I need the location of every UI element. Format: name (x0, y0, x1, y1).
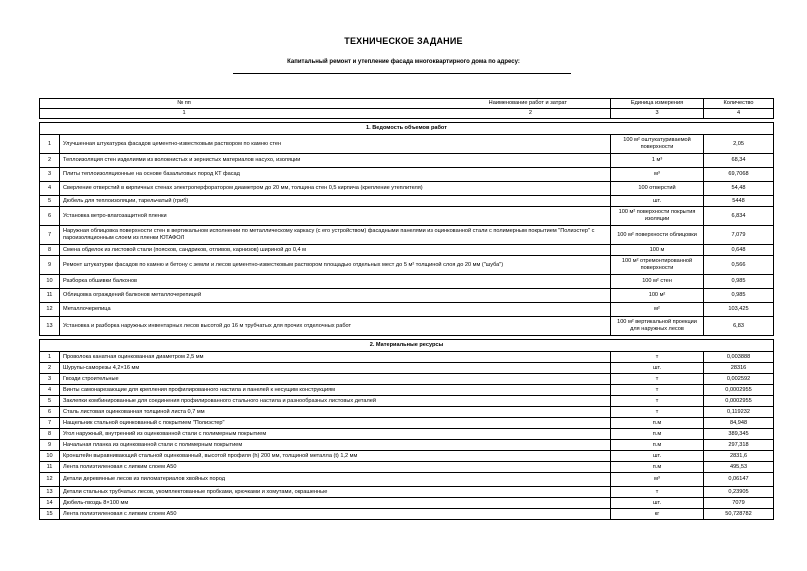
address-underline (233, 73, 571, 74)
row-quantity: 54,48 (704, 182, 774, 196)
row-quantity: 0,566 (704, 256, 774, 275)
row-unit: т (611, 396, 704, 407)
row-number: 4 (40, 385, 60, 396)
row-number: 14 (40, 498, 60, 509)
row-number: 2 (40, 154, 60, 168)
section-header-row (40, 123, 774, 135)
table-row (40, 182, 774, 196)
row-unit: шт. (611, 451, 704, 462)
row-quantity: 2831,6 (704, 451, 774, 462)
table-row (40, 226, 774, 245)
table-row (40, 363, 774, 374)
table-row (40, 154, 774, 168)
document-subtitle: Капитальный ремонт и утепление фасада многоквартирного дома по адресу: (287, 59, 520, 65)
table-row (40, 462, 774, 473)
table-row (40, 473, 774, 487)
table-row (40, 509, 774, 520)
row-name: Облицовка ограждений балконов металлочерепицей (60, 289, 611, 303)
row-name: Дюбель-гвоздь 8×100 мм (60, 498, 611, 509)
table-row (40, 135, 774, 154)
row-name: Улучшенная штукатурка фасадов цементно-известковым раствором по камню стен (60, 135, 611, 154)
row-unit: 100 м² отремонтированной поверхности (611, 256, 704, 275)
document-title: ТЕХНИЧЕСКОЕ ЗАДАНИЕ (344, 36, 463, 46)
row-quantity: 7079 (704, 498, 774, 509)
table-row (40, 487, 774, 498)
row-quantity: 495,53 (704, 462, 774, 473)
header-col-name: Наименование работ и затрат (488, 100, 567, 106)
header-num-cell (40, 109, 611, 119)
row-name: Лента полиэтиленовая с липким слоем А50 (60, 462, 611, 473)
row-quantity: 0,23905 (704, 487, 774, 498)
row-number: 4 (40, 182, 60, 196)
row-quantity: 5448 (704, 196, 774, 207)
header-num-2: 2 (528, 110, 532, 116)
row-unit: п.м (611, 462, 704, 473)
row-name: Угол наружный, внутренний из оцинкованной стали с полимерным покрытием (60, 429, 611, 440)
row-number: 6 (40, 407, 60, 418)
table-row (40, 207, 774, 226)
row-quantity: 6,83 (704, 317, 774, 336)
row-quantity: 2,05 (704, 135, 774, 154)
row-name: Дюбель для теплоизоляции, тарельчатый (гриб) (60, 196, 611, 207)
row-number: 7 (40, 418, 60, 429)
table-row (40, 303, 774, 317)
row-quantity: 68,34 (704, 154, 774, 168)
row-unit: т (611, 385, 704, 396)
header-col-unit: Единица измерения (611, 99, 704, 109)
row-unit: п.м (611, 418, 704, 429)
row-number: 9 (40, 440, 60, 451)
row-unit: т (611, 407, 704, 418)
row-name: Металлочерепица (60, 303, 611, 317)
header-num-1: 1 (182, 110, 186, 116)
table-row (40, 385, 774, 396)
row-unit: т (611, 352, 704, 363)
section-title: 2. Материальные ресурсы (40, 340, 774, 352)
row-quantity: 0,06147 (704, 473, 774, 487)
row-number: 7 (40, 226, 60, 245)
row-quantity: 28316 (704, 363, 774, 374)
row-name: Начальная планка из оцинкованной стали с полимерным покрытием (60, 440, 611, 451)
row-name: Сверление отверстий в кирпичных стенах электроперфоратором диаметром до 20 мм, толщина стен 0,5 кирпича (крепление утеплителя) (60, 182, 611, 196)
row-unit: 100 м² стен (611, 275, 704, 289)
row-name: Нащельник стальной оцинкованный с покрытием "Полиэстер" (60, 418, 611, 429)
specification-table-body (40, 99, 774, 520)
row-name: Гвозди строительные (60, 374, 611, 385)
row-name: Лента полиэтиленовая с липким слоем А50 (60, 509, 611, 520)
row-unit: 100 м² (611, 289, 704, 303)
row-number: 10 (40, 451, 60, 462)
row-name: Теплоизоляция стен изделиями из волокнистых и зернистых материалов насухо, изоляции (60, 154, 611, 168)
row-unit: 100 отверстий (611, 182, 704, 196)
row-number: 5 (40, 396, 60, 407)
header-col-num: № пп (177, 100, 191, 106)
table-row (40, 256, 774, 275)
header-num-4: 4 (704, 109, 774, 119)
row-number: 6 (40, 207, 60, 226)
row-number: 1 (40, 352, 60, 363)
table-row (40, 407, 774, 418)
specification-table (39, 98, 774, 520)
row-number: 11 (40, 289, 60, 303)
table-row (40, 245, 774, 256)
row-name: Винты самонарезающие для крепления профилированного настила и панелей к несущим конструкциям (60, 385, 611, 396)
table-row (40, 168, 774, 182)
row-quantity: 0,985 (704, 275, 774, 289)
row-unit: 100 м (611, 245, 704, 256)
row-number: 15 (40, 509, 60, 520)
row-quantity: 103,425 (704, 303, 774, 317)
row-unit: 100 м² оштукатуриваемой поверхности (611, 135, 704, 154)
row-number: 12 (40, 303, 60, 317)
row-unit: 1 м³ (611, 154, 704, 168)
row-number: 5 (40, 196, 60, 207)
table-row (40, 352, 774, 363)
row-unit: шт. (611, 196, 704, 207)
row-name: Плиты теплоизоляционные на основе базальтовых пород КТ фасад (60, 168, 611, 182)
table-row (40, 317, 774, 336)
row-quantity: 0,985 (704, 289, 774, 303)
row-quantity: 0,119232 (704, 407, 774, 418)
table-row (40, 429, 774, 440)
row-unit: п.м (611, 440, 704, 451)
row-quantity: 6,834 (704, 207, 774, 226)
row-name: Установка и разборка наружных инвентарных лесов высотой до 16 м трубчатых для прочих отделочных работ (60, 317, 611, 336)
row-quantity: 389,345 (704, 429, 774, 440)
row-name: Заклепки комбинированные для соединения профилированного стального настила и разнообразных листовых деталей (60, 396, 611, 407)
row-name: Проволока канатная оцинкованная диаметром 2,5 мм (60, 352, 611, 363)
row-name: Установка ветро-влагозащитной пленки (60, 207, 611, 226)
table-header-row (40, 99, 774, 109)
section-title: 1. Ведомость объемов работ (40, 123, 774, 135)
row-number: 1 (40, 135, 60, 154)
row-name: Разборка обшивки балконов (60, 275, 611, 289)
row-quantity: 0,002592 (704, 374, 774, 385)
row-unit: 100 м² поверхности покрытия изоляции (611, 207, 704, 226)
row-number: 11 (40, 462, 60, 473)
row-unit: 100 м² поверхности облицовки (611, 226, 704, 245)
row-number: 2 (40, 363, 60, 374)
row-number: 12 (40, 473, 60, 487)
row-quantity: 50,728782 (704, 509, 774, 520)
row-unit: т (611, 487, 704, 498)
row-quantity: 7,079 (704, 226, 774, 245)
row-quantity: 84,948 (704, 418, 774, 429)
table-row (40, 275, 774, 289)
row-unit: т (611, 374, 704, 385)
section-header-row (40, 340, 774, 352)
header-col-qty: Количество (704, 99, 774, 109)
row-unit: м³ (611, 168, 704, 182)
row-number: 3 (40, 168, 60, 182)
row-name: Детали стальных трубчатых лесов, укомплектованные пробками, крючками и хомутами, окрашенные (60, 487, 611, 498)
row-name: Детали деревянные лесов из пиломатериалов хвойных пород (60, 473, 611, 487)
row-name: Ремонт штукатурки фасадов по камню и бетону с земли и лесов цементно-известковым раствором площадью отдельных мест до 5 м² толщиной слоя до 20 мм ("шуба") (60, 256, 611, 275)
row-name: Кронштейн выравнивающий стальной оцинкованный, высотой профиля (h) 200 мм, толщиной металла (t) 1,2 мм (60, 451, 611, 462)
row-number: 8 (40, 245, 60, 256)
row-unit: 100 м² вертикальной проекции для наружных лесов (611, 317, 704, 336)
table-row (40, 289, 774, 303)
row-number: 13 (40, 487, 60, 498)
row-number: 13 (40, 317, 60, 336)
row-unit: м² (611, 303, 704, 317)
row-quantity: 69,7068 (704, 168, 774, 182)
row-quantity: 0,0002955 (704, 385, 774, 396)
row-quantity: 0,0002955 (704, 396, 774, 407)
row-number: 3 (40, 374, 60, 385)
header-num-3: 3 (611, 109, 704, 119)
row-name: Наружная облицовка поверхности стен в вертикальном исполнении по металлическому каркасу (с его устройством) фасадными панелями из оцинкованной стали с полимерным покрытием "Полиэстер" с пароизоляционным слоем из пленки ЮТАФОЛ (60, 226, 611, 245)
header-num-and-name (40, 99, 611, 109)
table-row (40, 498, 774, 509)
row-name: Шурупы-саморезы 4,2×16 мм (60, 363, 611, 374)
row-unit: шт. (611, 498, 704, 509)
table-header-numbers-row (40, 109, 774, 119)
table-row (40, 440, 774, 451)
table-row (40, 396, 774, 407)
table-row (40, 451, 774, 462)
row-unit: шт. (611, 363, 704, 374)
row-name: Смена обделок из листовой стали (поясков, сандриков, отливов, карнизов) шириной до 0,4 м (60, 245, 611, 256)
row-quantity: 0,648 (704, 245, 774, 256)
table-row (40, 374, 774, 385)
row-unit: п.м (611, 429, 704, 440)
row-unit: кг (611, 509, 704, 520)
row-quantity: 0,003888 (704, 352, 774, 363)
row-unit: м³ (611, 473, 704, 487)
row-number: 10 (40, 275, 60, 289)
row-quantity: 297,318 (704, 440, 774, 451)
row-name: Сталь листовая оцинкованная толщиной листа 0,7 мм (60, 407, 611, 418)
row-number: 9 (40, 256, 60, 275)
table-row (40, 418, 774, 429)
table-row (40, 196, 774, 207)
row-number: 8 (40, 429, 60, 440)
